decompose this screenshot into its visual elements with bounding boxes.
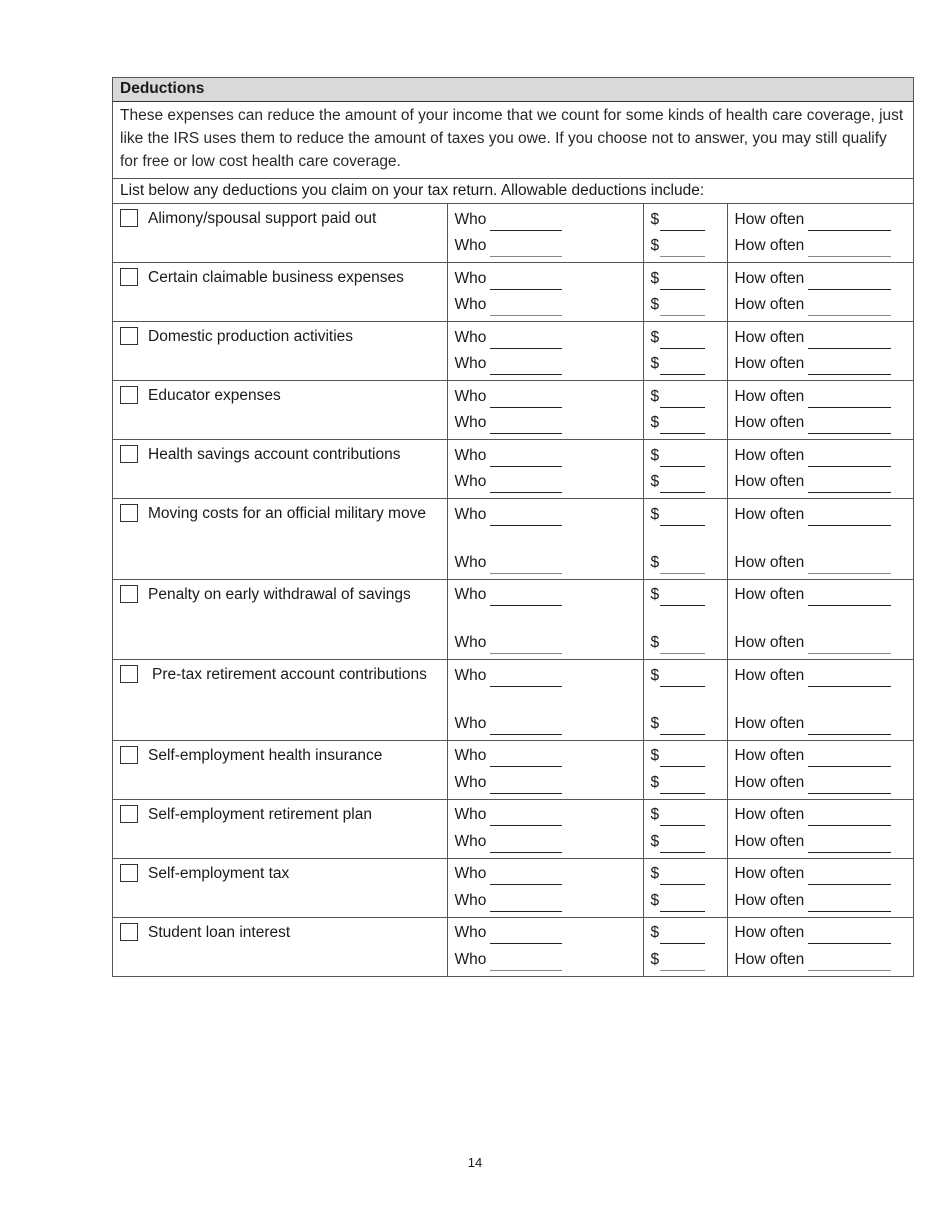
amount-input-line[interactable]	[660, 809, 705, 826]
who-input-line[interactable]	[490, 273, 562, 290]
how-often-label: How often	[734, 387, 805, 405]
who-cell	[447, 579, 643, 660]
who-cell	[447, 381, 643, 440]
who-label: Who	[454, 553, 487, 571]
how-often-label: How often	[734, 328, 805, 346]
how-often-label: How often	[734, 666, 805, 684]
who-cell	[447, 917, 643, 976]
who-label: Who	[454, 328, 487, 346]
how-often-cell	[727, 858, 913, 917]
amount-input-line[interactable]	[660, 750, 705, 767]
how-often-input-line[interactable]	[808, 868, 891, 885]
deduction-row	[113, 858, 913, 917]
who-input-line[interactable]	[490, 299, 562, 316]
how-often-cell	[727, 381, 913, 440]
amount-input-line[interactable]	[660, 777, 705, 794]
amount-input-line[interactable]	[660, 476, 705, 493]
amount-cell	[643, 917, 727, 976]
who-label: Who	[454, 355, 487, 372]
deduction-row	[113, 440, 913, 499]
deduction-label: Moving costs for an official military move	[148, 505, 426, 522]
amount-label: $	[650, 634, 660, 651]
how-often-label: How often	[734, 414, 805, 431]
who-input-line[interactable]	[490, 809, 562, 826]
deduction-checkbox[interactable]	[120, 805, 138, 823]
amount-cell	[643, 858, 727, 917]
how-often-input-line[interactable]	[808, 637, 891, 654]
who-label: Who	[454, 832, 487, 850]
how-often-label: How often	[734, 296, 805, 313]
amount-label: $	[650, 387, 660, 405]
how-often-cell	[727, 204, 913, 263]
amount-label: $	[650, 296, 660, 313]
amount-label: $	[650, 553, 660, 571]
deduction-row	[113, 204, 913, 263]
deduction-checkbox[interactable]	[120, 386, 138, 404]
who-label: Who	[454, 269, 487, 287]
amount-input-line[interactable]	[660, 391, 705, 408]
who-label: Who	[454, 865, 487, 882]
how-often-cell	[727, 740, 913, 799]
amount-input-line[interactable]	[660, 670, 705, 687]
amount-cell	[643, 740, 727, 799]
amount-input-line[interactable]	[660, 450, 705, 467]
amount-input-line[interactable]	[660, 299, 705, 316]
how-often-input-line[interactable]	[808, 299, 891, 316]
who-cell	[447, 858, 643, 917]
amount-input-line[interactable]	[660, 332, 705, 349]
amount-cell	[643, 263, 727, 322]
amount-cell	[643, 499, 727, 580]
how-often-input-line[interactable]	[808, 332, 891, 349]
deduction-label: Alimony/spousal support paid out	[148, 210, 377, 227]
how-often-label: How often	[734, 891, 805, 909]
amount-input-line[interactable]	[660, 718, 705, 735]
how-often-input-line[interactable]	[808, 214, 891, 231]
how-often-label: How often	[734, 714, 805, 732]
amount-label: $	[650, 714, 660, 732]
who-label: Who	[454, 747, 487, 764]
how-often-input-line[interactable]	[808, 557, 891, 574]
amount-label: $	[650, 865, 660, 882]
deduction-label-cell	[113, 579, 447, 660]
section-title: Deductions	[113, 78, 913, 102]
how-often-label: How often	[734, 924, 805, 941]
who-cell	[447, 660, 643, 741]
section-intro: These expenses can reduce the amount of your income that we count for some kinds of health care coverage, just like the IRS uses them to reduce the amount of taxes you owe. If you choose not to answer, you may still qualify for free or low cost health care coverage.	[113, 102, 913, 179]
how-often-label: How often	[734, 355, 805, 372]
how-often-label: How often	[734, 237, 805, 254]
amount-input-line[interactable]	[660, 240, 705, 257]
who-input-line[interactable]	[490, 240, 562, 257]
who-input-line[interactable]	[490, 417, 562, 434]
who-label: Who	[454, 505, 487, 523]
who-label: Who	[454, 473, 487, 490]
how-often-input-line[interactable]	[808, 927, 891, 944]
who-label: Who	[454, 924, 487, 941]
how-often-input-line[interactable]	[808, 777, 891, 794]
how-often-label: How often	[734, 634, 805, 651]
how-often-cell	[727, 499, 913, 580]
amount-label: $	[650, 328, 660, 346]
how-often-cell	[727, 579, 913, 660]
deduction-label: Self-employment tax	[148, 864, 290, 882]
amount-input-line[interactable]	[660, 214, 705, 231]
amount-label: $	[650, 832, 660, 850]
how-often-input-line[interactable]	[808, 358, 891, 375]
amount-label: $	[650, 924, 660, 941]
how-often-label: How often	[734, 832, 805, 850]
amount-input-line[interactable]	[660, 589, 705, 606]
deduction-checkbox[interactable]	[120, 268, 138, 286]
amount-cell	[643, 660, 727, 741]
who-label: Who	[454, 210, 487, 228]
how-often-label: How often	[734, 446, 805, 464]
how-often-label: How often	[734, 950, 805, 968]
amount-cell	[643, 322, 727, 381]
how-often-cell	[727, 917, 913, 976]
who-input-line[interactable]	[490, 391, 562, 408]
deduction-label-cell	[113, 499, 447, 580]
deduction-checkbox[interactable]	[120, 209, 138, 227]
who-input-line[interactable]	[490, 557, 562, 574]
deduction-row	[113, 499, 913, 580]
deduction-label-cell	[113, 858, 447, 917]
amount-input-line[interactable]	[660, 637, 705, 654]
amount-label: $	[650, 586, 660, 603]
who-cell	[447, 204, 643, 263]
who-label: Who	[454, 446, 487, 464]
deduction-label: Self-employment health insurance	[148, 746, 383, 764]
who-label: Who	[454, 773, 487, 791]
amount-label: $	[650, 355, 660, 372]
list-instruction: List below any deductions you claim on your tax return. Allowable deductions include:	[113, 179, 913, 204]
who-input-line[interactable]	[490, 895, 562, 912]
amount-cell	[643, 579, 727, 660]
amount-input-line[interactable]	[660, 509, 705, 526]
amount-input-line[interactable]	[660, 836, 705, 853]
deduction-row	[113, 799, 913, 858]
who-label: Who	[454, 950, 487, 968]
deduction-checkbox[interactable]	[120, 327, 138, 345]
who-label: Who	[454, 891, 487, 909]
who-label: Who	[454, 586, 487, 603]
deduction-label: Health savings account contributions	[148, 446, 401, 463]
amount-label: $	[650, 414, 660, 431]
who-input-line[interactable]	[490, 718, 562, 735]
how-often-cell	[727, 799, 913, 858]
deduction-label: Pre-tax retirement account contributions	[152, 666, 427, 683]
deduction-label-cell	[113, 740, 447, 799]
who-input-line[interactable]	[490, 670, 562, 687]
amount-label: $	[650, 747, 660, 764]
amount-cell	[643, 381, 727, 440]
amount-input-line[interactable]	[660, 954, 705, 971]
amount-label: $	[650, 269, 660, 287]
how-often-input-line[interactable]	[808, 809, 891, 826]
amount-input-line[interactable]	[660, 273, 705, 290]
deduction-checkbox[interactable]	[120, 864, 138, 882]
who-label: Who	[454, 414, 487, 431]
who-input-line[interactable]	[490, 777, 562, 794]
amount-label: $	[650, 666, 660, 684]
who-input-line[interactable]	[490, 927, 562, 944]
deduction-row	[113, 917, 913, 976]
how-often-cell	[727, 263, 913, 322]
deduction-checkbox[interactable]	[120, 585, 138, 603]
who-cell	[447, 740, 643, 799]
deduction-checkbox[interactable]	[120, 665, 138, 683]
who-input-line[interactable]	[490, 450, 562, 467]
how-often-input-line[interactable]	[808, 954, 891, 971]
who-input-line[interactable]	[490, 868, 562, 885]
deduction-row	[113, 381, 913, 440]
how-often-input-line[interactable]	[808, 273, 891, 290]
how-often-label: How often	[734, 269, 805, 287]
amount-input-line[interactable]	[660, 358, 705, 375]
deduction-label-cell	[113, 322, 447, 381]
how-often-input-line[interactable]	[808, 589, 891, 606]
amount-cell	[643, 440, 727, 499]
deductions-form	[112, 77, 914, 977]
how-often-input-line[interactable]	[808, 895, 891, 912]
who-label: Who	[454, 237, 487, 254]
deductions-table	[113, 204, 913, 976]
how-often-label: How often	[734, 473, 805, 490]
deduction-label-cell	[113, 660, 447, 741]
who-cell	[447, 799, 643, 858]
amount-label: $	[650, 773, 660, 791]
who-label: Who	[454, 806, 487, 823]
deduction-checkbox[interactable]	[120, 746, 138, 764]
amount-input-line[interactable]	[660, 557, 705, 574]
amount-label: $	[650, 950, 660, 968]
deduction-label-cell	[113, 381, 447, 440]
how-often-cell	[727, 660, 913, 741]
amount-input-line[interactable]	[660, 417, 705, 434]
who-label: Who	[454, 296, 487, 313]
who-input-line[interactable]	[490, 358, 562, 375]
deduction-label: Student loan interest	[148, 923, 291, 941]
amount-label: $	[650, 505, 660, 523]
amount-cell	[643, 204, 727, 263]
who-input-line[interactable]	[490, 836, 562, 853]
how-often-input-line[interactable]	[808, 391, 891, 408]
who-cell	[447, 263, 643, 322]
deduction-label-cell	[113, 440, 447, 499]
who-input-line[interactable]	[490, 476, 562, 493]
amount-input-line[interactable]	[660, 868, 705, 885]
deduction-checkbox[interactable]	[120, 504, 138, 522]
how-often-input-line[interactable]	[808, 509, 891, 526]
who-cell	[447, 499, 643, 580]
who-label: Who	[454, 634, 487, 651]
how-often-input-line[interactable]	[808, 450, 891, 467]
who-label: Who	[454, 387, 487, 405]
how-often-label: How often	[734, 773, 805, 791]
who-input-line[interactable]	[490, 637, 562, 654]
who-input-line[interactable]	[490, 214, 562, 231]
deduction-label-cell	[113, 263, 447, 322]
deduction-row	[113, 660, 913, 741]
amount-label: $	[650, 891, 660, 909]
who-input-line[interactable]	[490, 589, 562, 606]
how-often-label: How often	[734, 865, 805, 882]
how-often-input-line[interactable]	[808, 718, 891, 735]
deduction-row	[113, 322, 913, 381]
deduction-checkbox[interactable]	[120, 445, 138, 463]
deduction-label-cell	[113, 204, 447, 263]
who-input-line[interactable]	[490, 332, 562, 349]
deduction-label: Educator expenses	[148, 387, 281, 404]
who-label: Who	[454, 666, 487, 684]
how-often-label: How often	[734, 747, 805, 764]
amount-cell	[643, 799, 727, 858]
amount-input-line[interactable]	[660, 895, 705, 912]
who-label: Who	[454, 714, 487, 732]
how-often-input-line[interactable]	[808, 670, 891, 687]
amount-label: $	[650, 237, 660, 254]
how-often-input-line[interactable]	[808, 417, 891, 434]
deduction-label-cell	[113, 799, 447, 858]
who-cell	[447, 322, 643, 381]
how-often-input-line[interactable]	[808, 836, 891, 853]
page-number: 14	[467, 1155, 483, 1170]
how-often-cell	[727, 322, 913, 381]
how-often-label: How often	[734, 586, 805, 603]
who-cell	[447, 440, 643, 499]
deduction-checkbox[interactable]	[120, 923, 138, 941]
amount-label: $	[650, 473, 660, 490]
amount-label: $	[650, 210, 660, 228]
deduction-label: Domestic production activities	[148, 328, 354, 345]
deduction-label: Certain claimable business expenses	[148, 269, 404, 286]
deduction-label-cell	[113, 917, 447, 976]
deduction-label: Penalty on early withdrawal of savings	[148, 585, 411, 603]
who-input-line[interactable]	[490, 954, 562, 971]
amount-label: $	[650, 806, 660, 823]
how-often-input-line[interactable]	[808, 476, 891, 493]
how-often-input-line[interactable]	[808, 750, 891, 767]
how-often-label: How often	[734, 210, 805, 228]
amount-label: $	[650, 446, 660, 464]
how-often-label: How often	[734, 553, 805, 571]
deduction-row	[113, 579, 913, 660]
deduction-row	[113, 740, 913, 799]
who-input-line[interactable]	[490, 750, 562, 767]
who-input-line[interactable]	[490, 509, 562, 526]
how-often-input-line[interactable]	[808, 240, 891, 257]
how-often-cell	[727, 440, 913, 499]
deduction-label: Self-employment retirement plan	[148, 805, 372, 823]
how-often-label: How often	[734, 505, 805, 523]
deduction-row	[113, 263, 913, 322]
amount-input-line[interactable]	[660, 927, 705, 944]
how-often-label: How often	[734, 806, 805, 823]
